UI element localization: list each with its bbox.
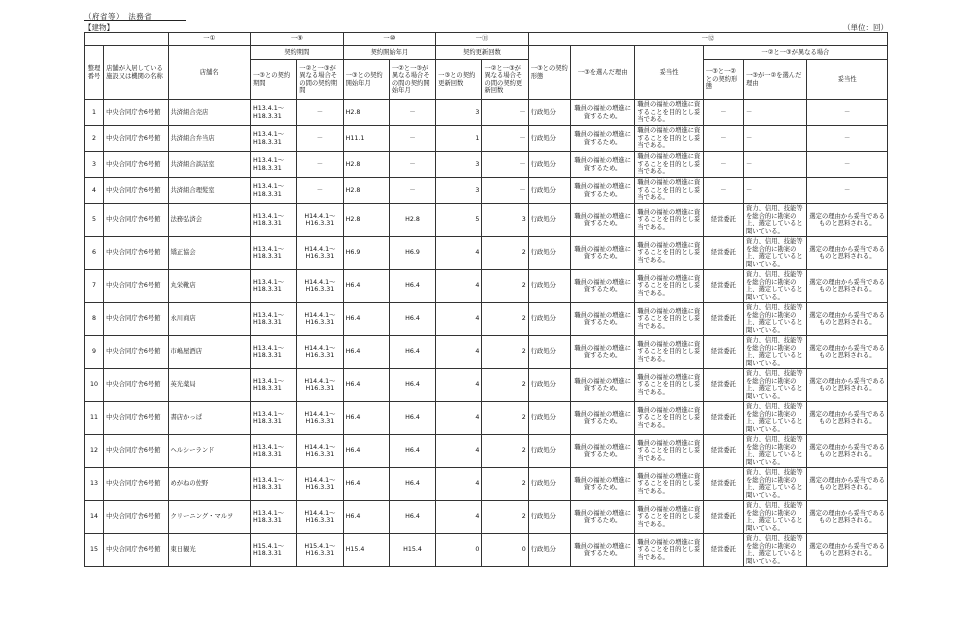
row-period3: H13.4.1～H18.3.31 — [251, 152, 297, 178]
row-start3: H15.4 — [343, 534, 389, 567]
row-reason3: 職員の福祉の増進に資するため。 — [570, 100, 634, 126]
row-merit3: 職員の福祉の増進に資することを目的とし妥当である。 — [635, 534, 703, 567]
contracts-table — [84, 32, 888, 567]
row-renew3: 5 — [436, 204, 482, 237]
row-renew2: 2 — [482, 237, 528, 270]
row-form2: － — [703, 152, 743, 178]
row-period3: H13.4.1～H18.3.31 — [251, 501, 297, 534]
row-store: 共済組合売店 — [168, 100, 251, 126]
row-renew3: 4 — [436, 237, 482, 270]
row-period2: H15.4.1～H16.3.31 — [297, 534, 343, 567]
row-store: 書店かっぱ — [168, 402, 251, 435]
row-form2: 経営委託 — [703, 468, 743, 501]
row-period2: － — [297, 152, 343, 178]
row-merit2: 選定の理由から妥当であるものと思料される。 — [807, 303, 888, 336]
row-merit2: 選定の理由から妥当であるものと思料される。 — [807, 336, 888, 369]
row-start3: H6.4 — [343, 435, 389, 468]
row-start2: H6.4 — [389, 303, 435, 336]
row-merit2: 選定の理由から妥当であるものと思料される。 — [807, 468, 888, 501]
row-start2: H6.9 — [389, 237, 435, 270]
row-store: 共済組合弁当店 — [168, 126, 251, 152]
row-store: 矯正協会 — [168, 237, 251, 270]
row-store: 共済組合談話室 — [168, 152, 251, 178]
table-body — [85, 100, 888, 567]
row-start3: H6.4 — [343, 336, 389, 369]
row-building: 中央合同庁舎6号館 — [104, 402, 168, 435]
row-store: 英光薬局 — [168, 369, 251, 402]
section-label: 【建物】 — [84, 23, 114, 32]
row-form2: 経営委託 — [703, 501, 743, 534]
row-store: 丸栄靴店 — [168, 270, 251, 303]
row-building: 中央合同庁舎6号館 — [104, 100, 168, 126]
row-start2: H6.4 — [389, 501, 435, 534]
table-row — [85, 303, 888, 336]
row-start3: H2.8 — [343, 152, 389, 178]
row-start3: H6.4 — [343, 303, 389, 336]
row-reason2: 資力、信用、技能等を総合的に勘案の上、選定していると聞いている。 — [744, 369, 807, 402]
row-period3: H13.4.1～H18.3.31 — [251, 468, 297, 501]
row-renew2: － — [482, 178, 528, 204]
row-start2: － — [389, 126, 435, 152]
table-header — [85, 33, 888, 100]
row-renew2: 0 — [482, 534, 528, 567]
row-store: 東日観光 — [168, 534, 251, 567]
table-row — [85, 402, 888, 435]
row-start2: － — [389, 100, 435, 126]
table-row — [85, 237, 888, 270]
row-merit3: 職員の福祉の増進に資することを目的とし妥当である。 — [635, 369, 703, 402]
row-start3: H6.4 — [343, 468, 389, 501]
row-reason2: － — [744, 100, 807, 126]
col-merit2: 妥当性 — [807, 60, 888, 100]
row-merit2: 選定の理由から妥当であるものと思料される。 — [807, 237, 888, 270]
row-renew3: 4 — [436, 435, 482, 468]
row-period3: H13.4.1～H18.3.31 — [251, 126, 297, 152]
row-form3: 行政処分 — [528, 126, 570, 152]
row-number: 4 — [85, 178, 104, 204]
row-period3: H13.4.1～H18.3.31 — [251, 204, 297, 237]
row-start3: H6.4 — [343, 270, 389, 303]
row-building: 中央合同庁舎6号館 — [104, 178, 168, 204]
row-reason2: 資力、信用、技能等を総合的に勘案の上、選定していると聞いている。 — [744, 204, 807, 237]
row-reason3: 職員の福祉の増進に資するため。 — [570, 336, 634, 369]
row-renew2: 2 — [482, 435, 528, 468]
row-building: 中央合同庁舎6号館 — [104, 435, 168, 468]
row-merit3: 職員の福祉の増進に資することを目的とし妥当である。 — [635, 152, 703, 178]
row-period2: － — [297, 178, 343, 204]
col-reason3: 一③を選んだ理由 — [570, 46, 634, 100]
row-form2: 経営委託 — [703, 303, 743, 336]
row-form3: 行政処分 — [528, 402, 570, 435]
row-period2: H14.4.1～H16.3.31 — [297, 303, 343, 336]
row-period3: H13.4.1～H18.3.31 — [251, 303, 297, 336]
row-merit3: 職員の福祉の増進に資することを目的とし妥当である。 — [635, 468, 703, 501]
row-renew2: 3 — [482, 204, 528, 237]
row-period2: H14.4.1～H16.3.31 — [297, 336, 343, 369]
row-form2: 経営委託 — [703, 534, 743, 567]
row-merit2: － — [807, 100, 888, 126]
row-period2: H14.4.1～H16.3.31 — [297, 204, 343, 237]
sub-header-renewals: 契約更新回数 — [436, 46, 529, 60]
row-start3: H6.4 — [343, 369, 389, 402]
row-building: 中央合同庁舎6号館 — [104, 237, 168, 270]
row-form2: 経営委託 — [703, 270, 743, 303]
table-row — [85, 369, 888, 402]
ministry-label: （府省等） 法務省 — [84, 12, 153, 21]
row-renew3: 1 — [436, 126, 482, 152]
row-form2: 経営委託 — [703, 237, 743, 270]
sub-header-period: 契約期間 — [251, 46, 344, 60]
unit-label: （単位：回） — [843, 23, 888, 32]
row-renew3: 4 — [436, 303, 482, 336]
group-9-header: 一⑨ — [251, 33, 344, 46]
row-form3: 行政処分 — [528, 468, 570, 501]
row-period3: H13.4.1～H18.3.31 — [251, 402, 297, 435]
row-reason3: 職員の福祉の増進に資するため。 — [570, 303, 634, 336]
row-renew3: 3 — [436, 100, 482, 126]
row-period3: H13.4.1～H18.3.31 — [251, 336, 297, 369]
row-period3: H13.4.1～H18.3.31 — [251, 178, 297, 204]
row-store: ヘルシーランド — [168, 435, 251, 468]
row-reason2: 資力、信用、技能等を総合的に勘案の上、選定していると聞いている。 — [744, 270, 807, 303]
row-reason2: 資力、信用、技能等を総合的に勘案の上、選定していると聞いている。 — [744, 237, 807, 270]
row-period2: － — [297, 126, 343, 152]
row-period2: H14.4.1～H16.3.31 — [297, 369, 343, 402]
row-store: 市嶋屋酒店 — [168, 336, 251, 369]
row-period3: H13.4.1～H18.3.31 — [251, 237, 297, 270]
row-renew2: 2 — [482, 270, 528, 303]
row-building: 中央合同庁舎6号館 — [104, 204, 168, 237]
row-renew2: － — [482, 100, 528, 126]
row-reason3: 職員の福祉の増進に資するため。 — [570, 152, 634, 178]
col-period3: 一③との契約期間 — [251, 60, 297, 100]
row-form3: 行政処分 — [528, 152, 570, 178]
row-reason3: 職員の福祉の増進に資するため。 — [570, 237, 634, 270]
row-renew2: － — [482, 152, 528, 178]
row-number: 8 — [85, 303, 104, 336]
row-number: 9 — [85, 336, 104, 369]
col-building: 店舗が入居している施設又は機関の名称 — [104, 46, 168, 100]
row-renew3: 4 — [436, 336, 482, 369]
row-reason3: 職員の福祉の増進に資するため。 — [570, 402, 634, 435]
row-merit2: 選定の理由から妥当であるものと思料される。 — [807, 270, 888, 303]
row-merit3: 職員の福祉の増進に資することを目的とし妥当である。 — [635, 270, 703, 303]
row-period2: H14.4.1～H16.3.31 — [297, 468, 343, 501]
row-merit3: 職員の福祉の増進に資することを目的とし妥当である。 — [635, 336, 703, 369]
row-number: 3 — [85, 152, 104, 178]
row-renew2: 2 — [482, 501, 528, 534]
sub-header-different: 一②と一③が異なる場合 — [703, 46, 887, 60]
row-merit3: 職員の福祉の増進に資することを目的とし妥当である。 — [635, 501, 703, 534]
table-row — [85, 336, 888, 369]
ministry-underline — [84, 20, 186, 21]
row-merit2: 選定の理由から妥当であるものと思料される。 — [807, 534, 888, 567]
row-period3: H13.4.1～H18.3.31 — [251, 270, 297, 303]
row-reason2: 資力、信用、技能等を総合的に勘案の上、選定していると聞いている。 — [744, 435, 807, 468]
row-number: 13 — [85, 468, 104, 501]
row-building: 中央合同庁舎6号館 — [104, 534, 168, 567]
row-building: 中央合同庁舎6号館 — [104, 468, 168, 501]
row-form3: 行政処分 — [528, 534, 570, 567]
row-reason3: 職員の福祉の増進に資するため。 — [570, 534, 634, 567]
row-renew3: 4 — [436, 468, 482, 501]
row-renew2: 2 — [482, 369, 528, 402]
row-renew3: 4 — [436, 501, 482, 534]
row-renew3: 3 — [436, 152, 482, 178]
table-row — [85, 534, 888, 567]
row-reason3: 職員の福祉の増進に資するため。 — [570, 270, 634, 303]
table-row — [85, 126, 888, 152]
row-reason3: 職員の福祉の増進に資するため。 — [570, 204, 634, 237]
row-period3: H13.4.1～H18.3.31 — [251, 369, 297, 402]
row-number: 6 — [85, 237, 104, 270]
row-form3: 行政処分 — [528, 501, 570, 534]
col-renew3: 一③との契約更新回数 — [436, 60, 482, 100]
row-number: 14 — [85, 501, 104, 534]
row-merit3: 職員の福祉の増進に資することを目的とし妥当である。 — [635, 178, 703, 204]
row-period2: H14.4.1～H16.3.31 — [297, 435, 343, 468]
row-start3: H2.8 — [343, 100, 389, 126]
row-renew2: 2 — [482, 336, 528, 369]
row-merit3: 職員の福祉の増進に資することを目的とし妥当である。 — [635, 126, 703, 152]
table-row — [85, 468, 888, 501]
col-start3: 一③との契約開始年月 — [343, 60, 389, 100]
row-building: 中央合同庁舎6号館 — [104, 126, 168, 152]
row-number: 7 — [85, 270, 104, 303]
row-form3: 行政処分 — [528, 237, 570, 270]
row-reason3: 職員の福祉の増進に資するため。 — [570, 435, 634, 468]
row-renew3: 0 — [436, 534, 482, 567]
row-store: 共済組合理髪室 — [168, 178, 251, 204]
row-form3: 行政処分 — [528, 369, 570, 402]
row-merit3: 職員の福祉の増進に資することを目的とし妥当である。 — [635, 204, 703, 237]
row-renew3: 4 — [436, 402, 482, 435]
row-reason2: － — [744, 178, 807, 204]
row-start2: － — [389, 152, 435, 178]
row-number: 1 — [85, 100, 104, 126]
row-start2: H6.4 — [389, 435, 435, 468]
table-row — [85, 435, 888, 468]
row-merit2: 選定の理由から妥当であるものと思料される。 — [807, 204, 888, 237]
row-period3: H13.4.1～H18.3.31 — [251, 435, 297, 468]
row-reason2: － — [744, 126, 807, 152]
row-merit2: 選定の理由から妥当であるものと思料される。 — [807, 435, 888, 468]
row-start2: H15.4 — [389, 534, 435, 567]
row-start3: H11.1 — [343, 126, 389, 152]
row-store: めがねの佐野 — [168, 468, 251, 501]
row-number: 10 — [85, 369, 104, 402]
row-start2: H2.8 — [389, 204, 435, 237]
row-merit2: － — [807, 178, 888, 204]
row-form2: － — [703, 100, 743, 126]
row-reason2: 資力、信用、技能等を総合的に勘案の上、選定していると聞いている。 — [744, 303, 807, 336]
row-number: 12 — [85, 435, 104, 468]
row-form2: 経営委託 — [703, 204, 743, 237]
row-form3: 行政処分 — [528, 336, 570, 369]
row-form2: 経営委託 — [703, 402, 743, 435]
row-store: 法務弘済会 — [168, 204, 251, 237]
row-number: 11 — [85, 402, 104, 435]
table-row — [85, 152, 888, 178]
col-merit3: 妥当性 — [635, 46, 703, 100]
row-start2: H6.4 — [389, 336, 435, 369]
table-row — [85, 100, 888, 126]
row-merit3: 職員の福祉の増進に資することを目的とし妥当である。 — [635, 402, 703, 435]
row-start2: H6.4 — [389, 402, 435, 435]
header-blank — [85, 33, 169, 46]
col-store: 店舗名 — [168, 46, 251, 100]
row-period3: H15.4.1～H18.3.31 — [251, 534, 297, 567]
row-reason2: 資力、信用、技能等を総合的に勘案の上、選定していると聞いている。 — [744, 501, 807, 534]
row-renew2: 2 — [482, 402, 528, 435]
row-form3: 行政処分 — [528, 303, 570, 336]
group-1-header: 一① — [168, 33, 251, 46]
row-start2: H6.4 — [389, 369, 435, 402]
row-renew2: 2 — [482, 303, 528, 336]
row-form3: 行政処分 — [528, 178, 570, 204]
row-number: 5 — [85, 204, 104, 237]
row-renew3: 4 — [436, 369, 482, 402]
row-start3: H6.4 — [343, 501, 389, 534]
row-building: 中央合同庁舎6号館 — [104, 369, 168, 402]
row-reason3: 職員の福祉の増進に資するため。 — [570, 501, 634, 534]
sub-header-start: 契約開始年月 — [343, 46, 436, 60]
row-start2: H6.4 — [389, 270, 435, 303]
col-form3: 一③との契約形態 — [528, 46, 570, 100]
table-row — [85, 204, 888, 237]
row-building: 中央合同庁舎6号館 — [104, 152, 168, 178]
col-reason2: 一③が一②を選んだ理由 — [744, 60, 807, 100]
row-form2: 経営委託 — [703, 336, 743, 369]
row-form2: 経営委託 — [703, 369, 743, 402]
row-form3: 行政処分 — [528, 204, 570, 237]
row-reason3: 職員の福祉の増進に資するため。 — [570, 468, 634, 501]
row-merit2: － — [807, 152, 888, 178]
row-period2: － — [297, 100, 343, 126]
row-building: 中央合同庁舎6号館 — [104, 336, 168, 369]
row-merit3: 職員の福祉の増進に資することを目的とし妥当である。 — [635, 303, 703, 336]
row-number: 2 — [85, 126, 104, 152]
group-12-header: 一⑫ — [528, 33, 887, 46]
row-period3: H13.4.1～H18.3.31 — [251, 100, 297, 126]
row-renew3: 4 — [436, 270, 482, 303]
row-start3: H2.8 — [343, 178, 389, 204]
row-period2: H14.4.1～H16.3.31 — [297, 270, 343, 303]
col-period2: 一②と一③が異なる場合その間の契約期間 — [297, 60, 343, 100]
row-store: クリーニング・マルヲ — [168, 501, 251, 534]
row-period2: H14.4.1～H16.3.31 — [297, 237, 343, 270]
row-merit2: － — [807, 126, 888, 152]
row-merit2: 選定の理由から妥当であるものと思料される。 — [807, 501, 888, 534]
group-11-header: 一⑪ — [436, 33, 529, 46]
row-reason2: 資力、信用、技能等を総合的に勘案の上、選定していると聞いている。 — [744, 468, 807, 501]
row-renew2: － — [482, 126, 528, 152]
row-reason2: － — [744, 152, 807, 178]
col-form2: 一③と一②との契約形態 — [703, 60, 743, 100]
row-renew2: 2 — [482, 468, 528, 501]
row-reason3: 職員の福祉の増進に資するため。 — [570, 178, 634, 204]
row-merit2: 選定の理由から妥当であるものと思料される。 — [807, 402, 888, 435]
row-merit2: 選定の理由から妥当であるものと思料される。 — [807, 369, 888, 402]
row-form3: 行政処分 — [528, 270, 570, 303]
row-form3: 行政処分 — [528, 100, 570, 126]
row-form2: 経営委託 — [703, 435, 743, 468]
row-reason2: 資力、信用、技能等を総合的に勘案の上、選定していると聞いている。 — [744, 534, 807, 567]
table-row — [85, 501, 888, 534]
row-form3: 行政処分 — [528, 435, 570, 468]
row-merit3: 職員の福祉の増進に資することを目的とし妥当である。 — [635, 237, 703, 270]
row-reason3: 職員の福祉の増進に資するため。 — [570, 369, 634, 402]
row-reason2: 資力、信用、技能等を総合的に勘案の上、選定していると聞いている。 — [744, 402, 807, 435]
row-reason3: 職員の福祉の増進に資するため。 — [570, 126, 634, 152]
row-merit3: 職員の福祉の増進に資することを目的とし妥当である。 — [635, 435, 703, 468]
row-form2: － — [703, 178, 743, 204]
row-reason2: 資力、信用、技能等を総合的に勘案の上、選定していると聞いている。 — [744, 336, 807, 369]
row-start3: H6.4 — [343, 402, 389, 435]
table-row — [85, 178, 888, 204]
col-start2: 一②と一③が異なる場合その間の契約開始年月 — [389, 60, 435, 100]
row-start3: H6.9 — [343, 237, 389, 270]
row-start2: － — [389, 178, 435, 204]
row-start3: H2.8 — [343, 204, 389, 237]
row-renew3: 3 — [436, 178, 482, 204]
table-row — [85, 270, 888, 303]
group-10-header: 一⑩ — [343, 33, 436, 46]
col-no: 整理番号 — [85, 46, 104, 100]
row-period2: H14.4.1～H16.3.31 — [297, 402, 343, 435]
row-period2: H14.4.1～H16.3.31 — [297, 501, 343, 534]
row-building: 中央合同庁舎6号館 — [104, 501, 168, 534]
row-start2: H6.4 — [389, 468, 435, 501]
row-store: 永川商店 — [168, 303, 251, 336]
col-renew2: 一②と一③が異なる場合その間の契約更新回数 — [482, 60, 528, 100]
row-building: 中央合同庁舎6号館 — [104, 270, 168, 303]
row-number: 15 — [85, 534, 104, 567]
row-merit3: 職員の福祉の増進に資することを目的とし妥当である。 — [635, 100, 703, 126]
row-building: 中央合同庁舎6号館 — [104, 303, 168, 336]
row-form2: － — [703, 126, 743, 152]
